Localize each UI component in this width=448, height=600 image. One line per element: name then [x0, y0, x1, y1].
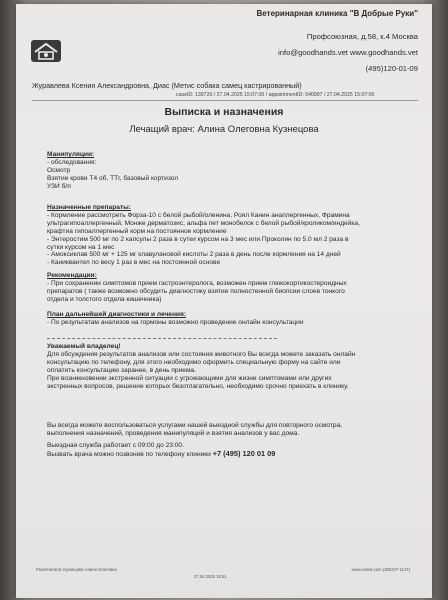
list-item: Осмотр [47, 166, 71, 174]
printed-at: 27.04.2025 15:51 [194, 574, 227, 579]
notice-line: При возникновении экстренной ситуации с угрожающими для жизни симптомами или других [47, 374, 332, 382]
home-service-info [47, 422, 412, 438]
list-item: Взятие крови Т4 об, ТТг, базовый кортизол [47, 174, 179, 182]
section-heading: Манипуляции: [47, 151, 95, 158]
list-item: - Кормление рассмотреть Форза-10 с белой рыбой/оленина, Роял Канин анаплергенных, Фрамина [47, 211, 350, 219]
notice-line: консультацию по телефону, для этого необходимо оформить специальную форму на сайте или [47, 358, 341, 366]
list-item: - Энтеростим 500 мг по 2 капсулы 2 раза в сутки курсом на 3 мес или Проколин по 5.0 мл 2 раза в [47, 235, 349, 243]
section-heading: Назначенные препараты: [47, 204, 131, 211]
service-hours: Выездная служба работает с 09:00 до 23:00. [47, 442, 184, 449]
prescriptions-section [47, 204, 412, 267]
call-doctor-line [47, 450, 412, 459]
recommendations-section [47, 272, 412, 304]
list-item: ультрагипоаллергенный, Монже дерматозис, альфа пет монобелок с белой рыбой/кроликом/индейка, [47, 219, 360, 227]
patient-info: Журавлева Ксения Александровна, Диас (Метис собака самец кастрированный) [32, 81, 302, 90]
clinic-contacts: info@goodhands.vet www.goodhands.vet [278, 48, 418, 57]
clinic-address: Профсоюзная, д.58, к.4 Москва [306, 32, 418, 41]
attending-doctor: Лечащий врач: Алина Олеговна Кузнецова [129, 124, 319, 135]
manipulations-section [47, 151, 412, 191]
system-info: www.vetais.com (250227-1147) [351, 567, 410, 572]
list-item: сутки курсом на 1 мес [47, 243, 115, 251]
document-page [16, 4, 432, 598]
clinic-phone: (495)120-01-09 [365, 64, 418, 73]
list-item: УЗИ б/п [47, 182, 71, 190]
list-item: - Каниквантел по весу 1 раз в мес на постоянной основе [47, 259, 221, 267]
list-item: - По результатам анализов на гормоны возможно проведение онлайн консультации [47, 318, 304, 326]
case-ids: caseID: 139720 / 27.04.2025 15:07:00 / appointmentID: 540997 / 27.04.2025 15:07:00 [176, 92, 375, 98]
notice-line: оплатить консультацию заранее, в день приема. [47, 366, 196, 374]
call-doctor-text: Вызвать врача можно позвонив по телефону клиники [47, 450, 213, 458]
clinic-logo [31, 40, 61, 62]
section-divider [47, 338, 277, 339]
list-item: - обследования: [47, 158, 97, 166]
document-title: Выписка и назначения [164, 106, 284, 118]
section-heading: Рекомендации: [47, 272, 97, 279]
list-item: отдела и толстого отдела кишечника) [47, 295, 162, 303]
printed-by: Распечатала: Кузнецова Алина Олеговна [36, 567, 117, 572]
service-hours-block [47, 442, 412, 459]
clinic-name: Ветеринарная клиника "В Добрые Руки" [256, 9, 418, 18]
section-heading: План дальнейшей диагностики и лечения: [47, 311, 187, 318]
owner-notice [47, 343, 412, 390]
clinic-phone-bold: +7 (495) 120 01 09 [212, 448, 276, 458]
list-item: - При сохранении симптомов прием гастроэнтеролога, возможен прием глюкокортикостероидных [47, 279, 347, 287]
list-item: препаратов ( также возможно обсудить диагностику взятие полностенной биопсии слоев тонкого [47, 287, 345, 295]
service-line: Вы всегда можете воспользоваться услугами нашей выездной службы для повторного осмотра, [47, 422, 343, 429]
notice-heading: Уважаемый владелец! [47, 343, 121, 350]
plan-section [47, 311, 412, 327]
list-item: крафтиа гипоаллергенный корм на постоянное кормление [47, 227, 227, 235]
service-line: выполнения назначений, проведения манипуляций и взятия анализов у вас дома. [47, 429, 300, 437]
list-item: - Амоксиклав 500 мг + 125 мг клавулановой кислоты 2 раза в день после кормления на 14 дней [47, 251, 341, 259]
notice-line: экстренных вопросов, решение которых безотлагательно, необходимо срочно приехать в клинику. [47, 382, 349, 390]
header-divider [32, 100, 418, 101]
notice-line: Для обсуждения результатов анализов или состояния животного Вы всегда можете заказать онлайн [47, 350, 356, 358]
